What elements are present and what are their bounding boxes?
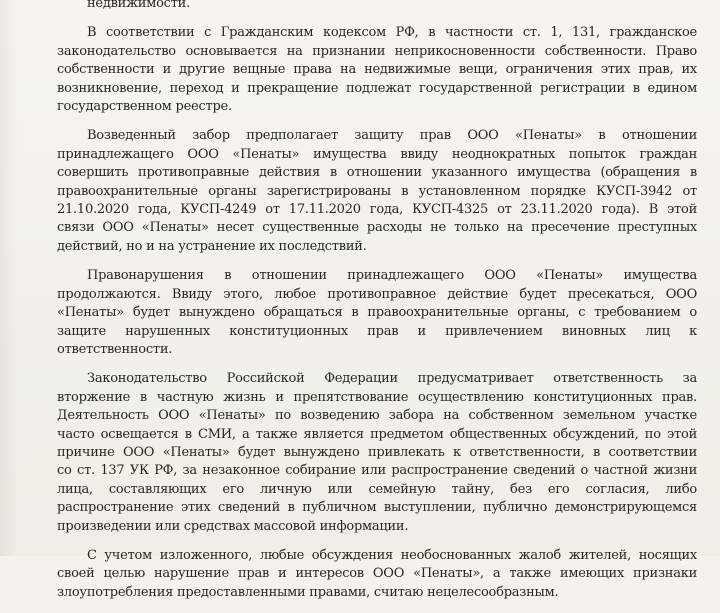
document-line: распространение этих сведений в публичном выступлении, публично демонстрирующемся	[57, 500, 697, 516]
document-line: возникновение, переход и прекращение подлежат государственной регистрации в едином	[57, 80, 697, 96]
document-line: Законодательство Российской Федерации предусматривает ответственность за	[87, 371, 697, 387]
document-line: С учетом изложенного, любые обсуждения необоснованных жалоб жителей, носящих	[87, 547, 697, 563]
document-line: действий, но и на устранение их последствий.	[57, 238, 367, 254]
document-line: ответственности.	[57, 341, 173, 357]
document-line: продолжаются. Ввиду этого, любое противоправное действие будет пресекаться, ООО	[57, 286, 697, 302]
document-line: лица, составляющих его личную или семейную тайну, без его согласия, либо	[57, 481, 697, 497]
document-line: вторжение в частную жизнь и препятствование осуществлению конституционных прав.	[57, 389, 697, 405]
document-line: связи ООО «Пенаты» несет существенные расходы не только на пресечение преступных	[57, 220, 697, 236]
document-line: произведении или средствах массовой информации.	[57, 518, 409, 534]
document-line: злоупотребления предоставленными правами, считаю нецелесообразным.	[57, 584, 559, 600]
document-line: 21.10.2020 года, КУСП-4249 от 17.11.2020 года, КУСП-4325 от 23.11.2020 года). В этой	[57, 202, 697, 218]
document-line: своей целью нарушение прав и интересов ООО «Пенаты», а также имеющих признаки	[57, 566, 697, 582]
document-line: причине ООО «Пенаты» будет вынуждено привлекать к ответственности, в соответствии	[57, 444, 697, 460]
document-line: собственности и другие вещные права на недвижимые вещи, ограничения этих прав, их	[57, 62, 697, 78]
page-fold-shadow	[0, 0, 18, 556]
paragraph	[57, 370, 697, 536]
document-line: недвижимости.	[87, 0, 190, 11]
document-line: защите нарушенных конституционных прав и привлечением виновных лиц к	[57, 323, 697, 339]
document-line: правоохранительные органы зарегистрированы в установленном порядке КУСП-3942 от	[57, 183, 697, 199]
document-line: со ст. 137 УК РФ, за незаконное собирание или распространение сведений о частной жизни	[57, 463, 697, 479]
paragraph	[57, 547, 697, 602]
top-fragment	[57, 0, 697, 13]
document-line: законодательство основывается на признании неприкосновенности собственности. Право	[57, 43, 697, 59]
document-line: «Пенаты» будет вынуждено обращаться в правоохранительные органы, с требованием о	[57, 305, 697, 321]
document-line: Правонарушения в отношении принадлежащего ООО «Пенаты» имущества	[87, 268, 697, 284]
document-line: совершить противоправные действия в отношении указанного имущества (обращения в	[57, 165, 697, 181]
paragraph	[57, 24, 697, 116]
document-line: часто освещается в СМИ, а также является предметом общественных обсуждений, по этой	[57, 426, 697, 442]
paragraph	[57, 267, 697, 359]
document-line: принадлежащего ООО «Пенаты» имущества ввиду неоднократных попыток граждан	[57, 146, 697, 162]
document-body	[57, 0, 697, 613]
paragraph	[57, 127, 697, 256]
document-line: государственном реестре.	[57, 99, 232, 115]
document-line: В соответствии с Гражданским кодексом РФ, в частности ст. 1, 131, гражданское	[87, 25, 697, 41]
document-line: Деятельность ООО «Пенаты» по возведению забора на собственном земельном участке	[57, 408, 697, 424]
document-line: Возведенный забор предполагает защиту прав ООО «Пенаты» в отношении	[87, 128, 697, 144]
